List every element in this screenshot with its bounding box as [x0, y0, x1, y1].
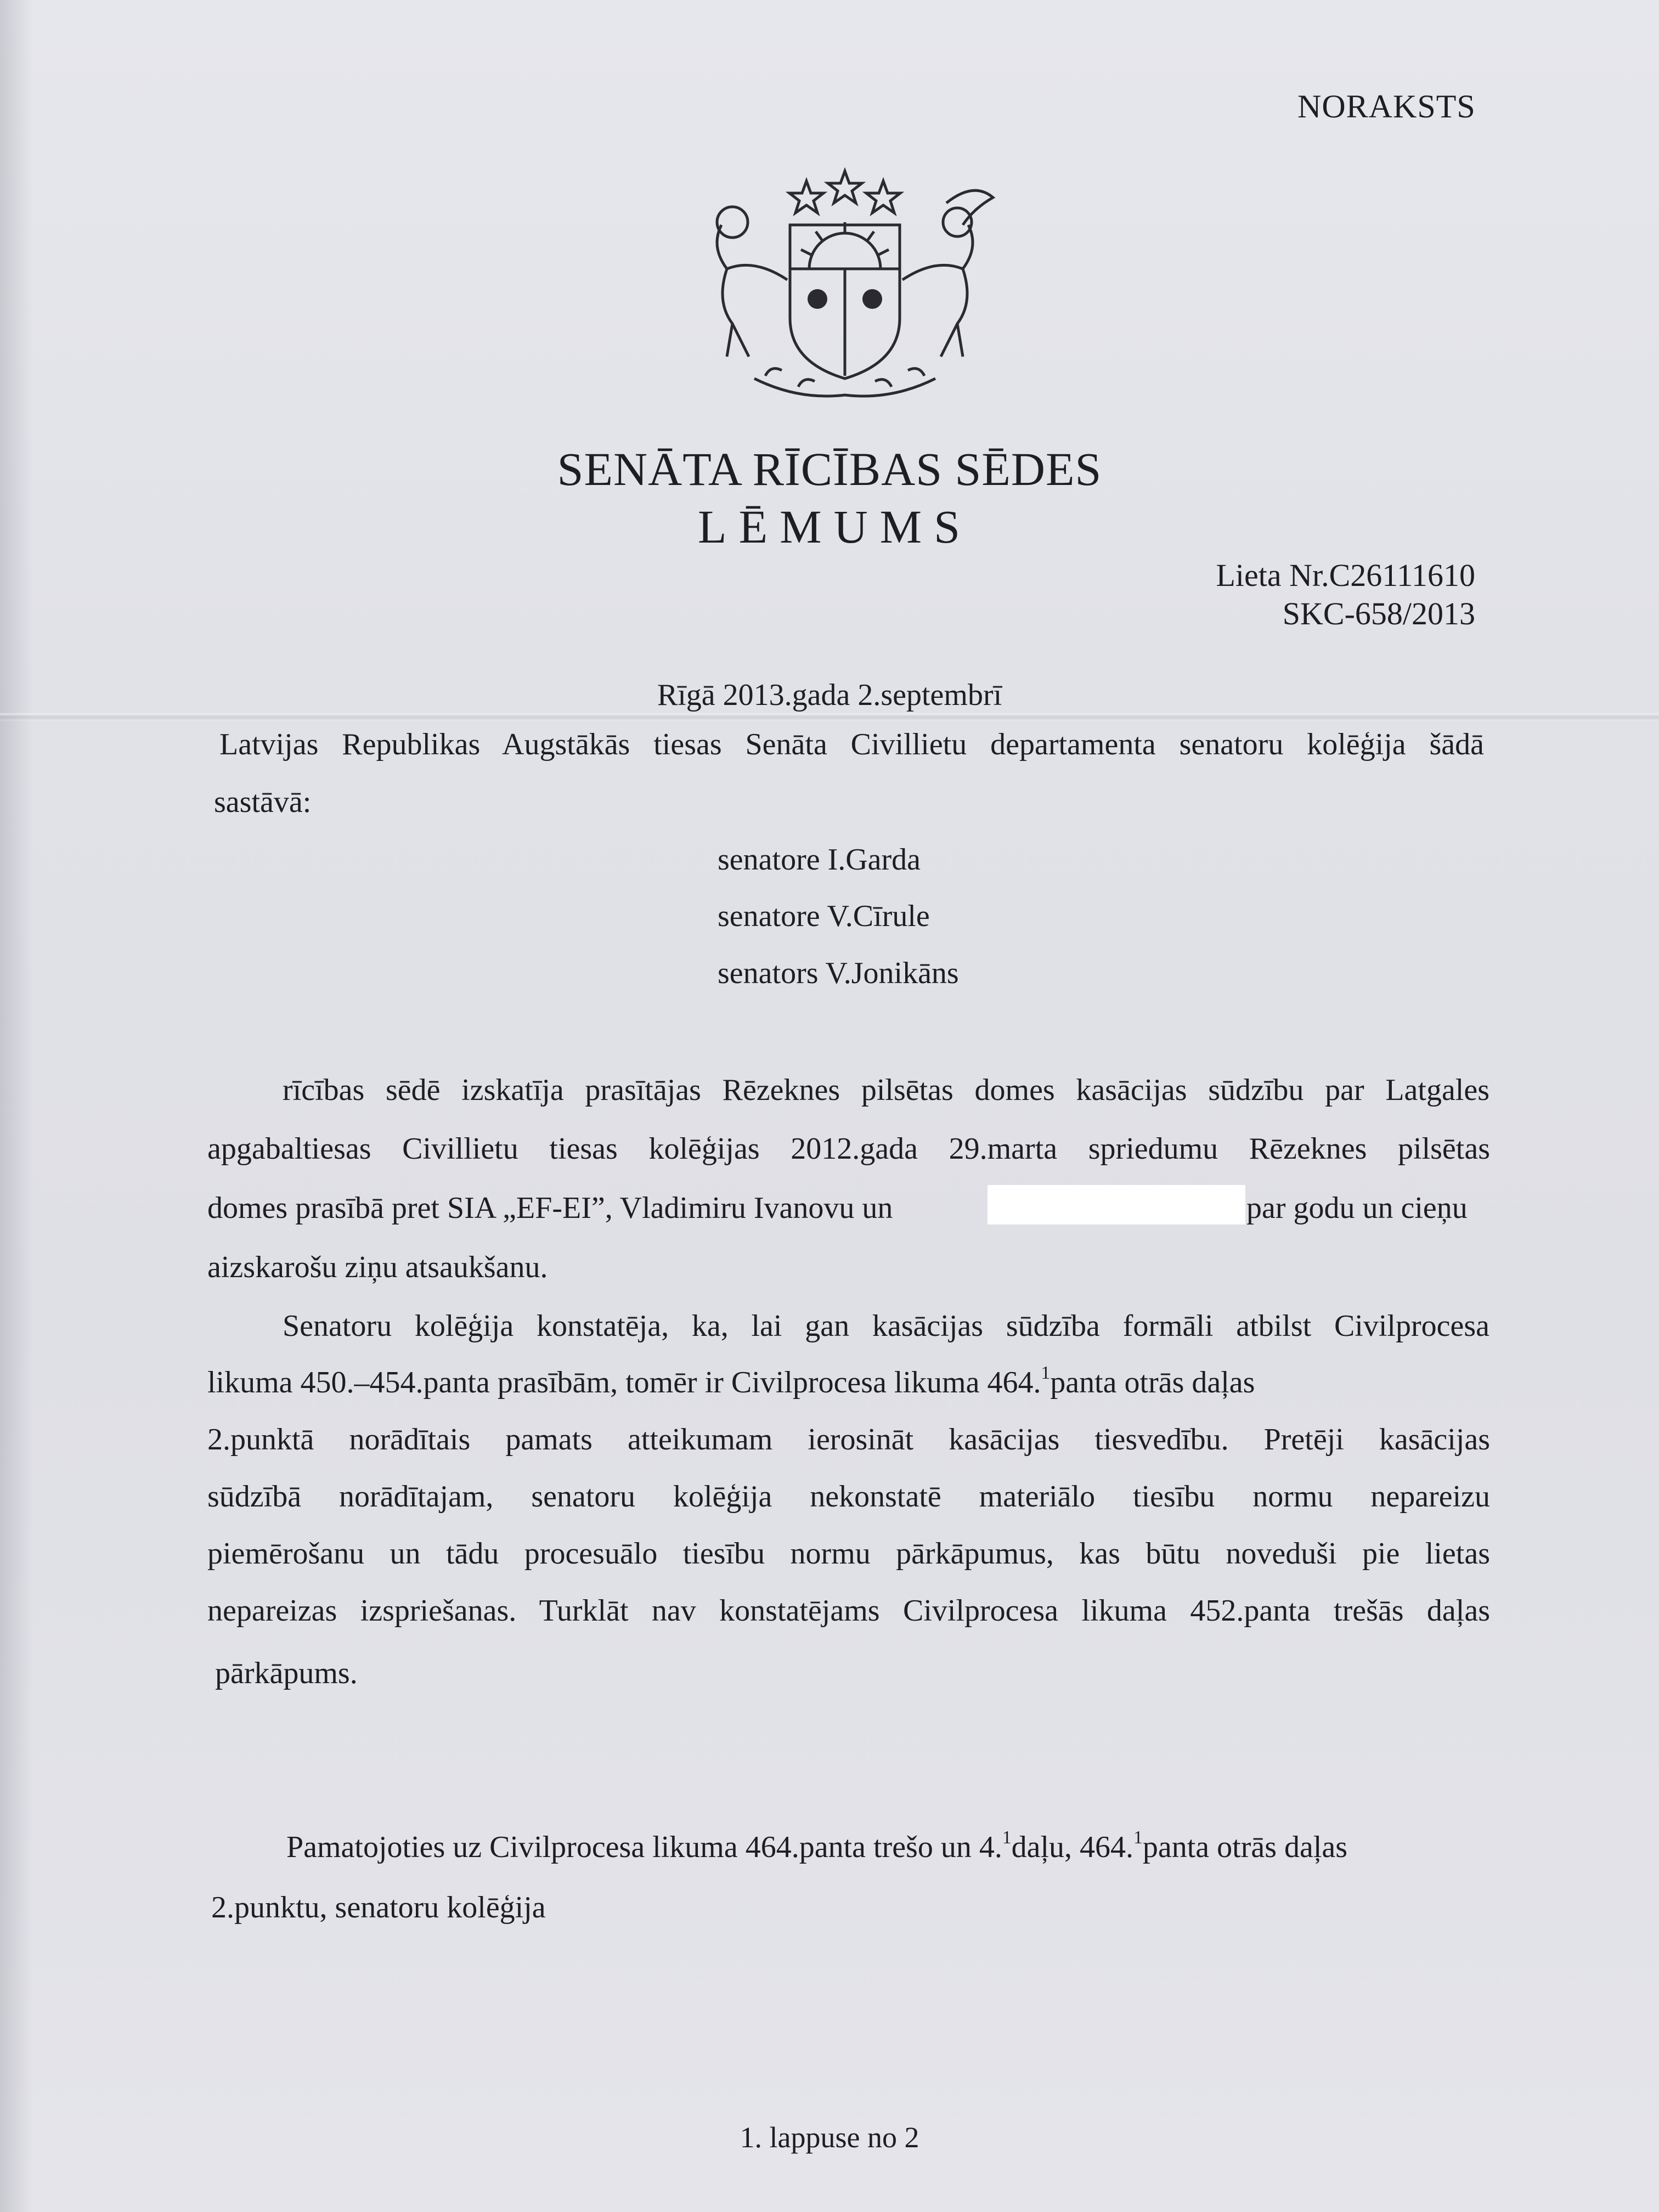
- paragraph-line: [286, 1827, 1348, 1865]
- superscript: 1: [1002, 1827, 1012, 1848]
- paragraph-line: aizskarošu ziņu atsaukšanu.: [207, 1250, 548, 1284]
- intro-line: Latvijas Republikas Augstākās tiesas Senāta Civillietu departamenta senatoru kolēģija šādā: [219, 727, 1484, 761]
- paragraph-line: 2.punktu, senatoru kolēģija: [211, 1891, 546, 1925]
- paragraph-line: nepareizas izspriešanas. Turklāt nav konstatējams Civilprocesa likuma 452.panta trešās daļas: [207, 1594, 1490, 1628]
- paragraph-line: Senatoru kolēģija konstatēja, ka, lai gan kasācijas sūdzība formāli atbilst Civilprocesa: [283, 1309, 1489, 1343]
- case-number: Lieta Nr.C26111610: [1216, 557, 1475, 593]
- paragraph-line: [207, 1362, 1255, 1400]
- case-code: SKC-658/2013: [1282, 596, 1475, 631]
- superscript: 1: [1041, 1362, 1051, 1383]
- paragraph-line: domes prasībā pret SIA „EF-EI”, Vladimiru Ivanovu un: [207, 1191, 893, 1225]
- line-text: Pamatojoties uz Civilprocesa likuma 464.panta trešo un 4.: [286, 1830, 1002, 1864]
- line-text: panta otrās daļas: [1050, 1365, 1255, 1400]
- line-text: daļu, 464.: [1011, 1830, 1134, 1864]
- decision-subtitle: LĒMUMS: [698, 500, 972, 553]
- senator-item: senators V.Jonikāns: [718, 956, 959, 990]
- decision-title: SENĀTA RĪCĪBAS SĒDES: [557, 443, 1102, 495]
- paragraph-line: apgabaltiesas Civillietu tiesas kolēģijas 2012.gada 29.marta spriedumu Rēzeknes pilsētas: [207, 1132, 1490, 1166]
- redaction-box: [988, 1185, 1245, 1224]
- page-edge-shadow: [0, 0, 33, 2212]
- paragraph-line: rīcības sēdē izskatīja prasītājas Rēzeknes pilsētas domes kasācijas sūdzību par Latgales: [283, 1073, 1489, 1107]
- senator-item: senatore I.Garda: [718, 843, 921, 877]
- senator-item: senatore V.Cīrule: [718, 899, 930, 933]
- paragraph-line: 2.punktā norādītais pamats atteikumam ierosināt kasācijas tiesvedību. Pretēji kasācijas: [207, 1423, 1490, 1457]
- latvia-coat-of-arms-icon: [689, 159, 1001, 406]
- place-date: Rīgā 2013.gada 2.septembrī: [657, 678, 1002, 712]
- paragraph-line: sūdzībā norādītajam, senatoru kolēģija nekonstatē materiālo tiesību normu nepareizu: [207, 1480, 1490, 1514]
- paper-fold: [0, 713, 1659, 721]
- line-text: panta otrās daļas: [1142, 1830, 1348, 1864]
- paragraph-line: pārkāpums.: [215, 1656, 358, 1690]
- paragraph-line: par godu un cieņu: [1246, 1191, 1468, 1225]
- paragraph-line: piemērošanu un tādu procesuālo tiesību normu pārkāpumus, kas būtu noveduši pie lietas: [207, 1537, 1490, 1571]
- page-number: 1. lappuse no 2: [740, 2121, 919, 2154]
- copy-stamp: NORAKSTS: [1297, 88, 1476, 125]
- superscript: 1: [1133, 1827, 1143, 1848]
- line-text: likuma 450.–454.panta prasībām, tomēr ir Civilprocesa likuma 464.: [207, 1365, 1041, 1400]
- intro-line: sastāvā:: [214, 785, 312, 819]
